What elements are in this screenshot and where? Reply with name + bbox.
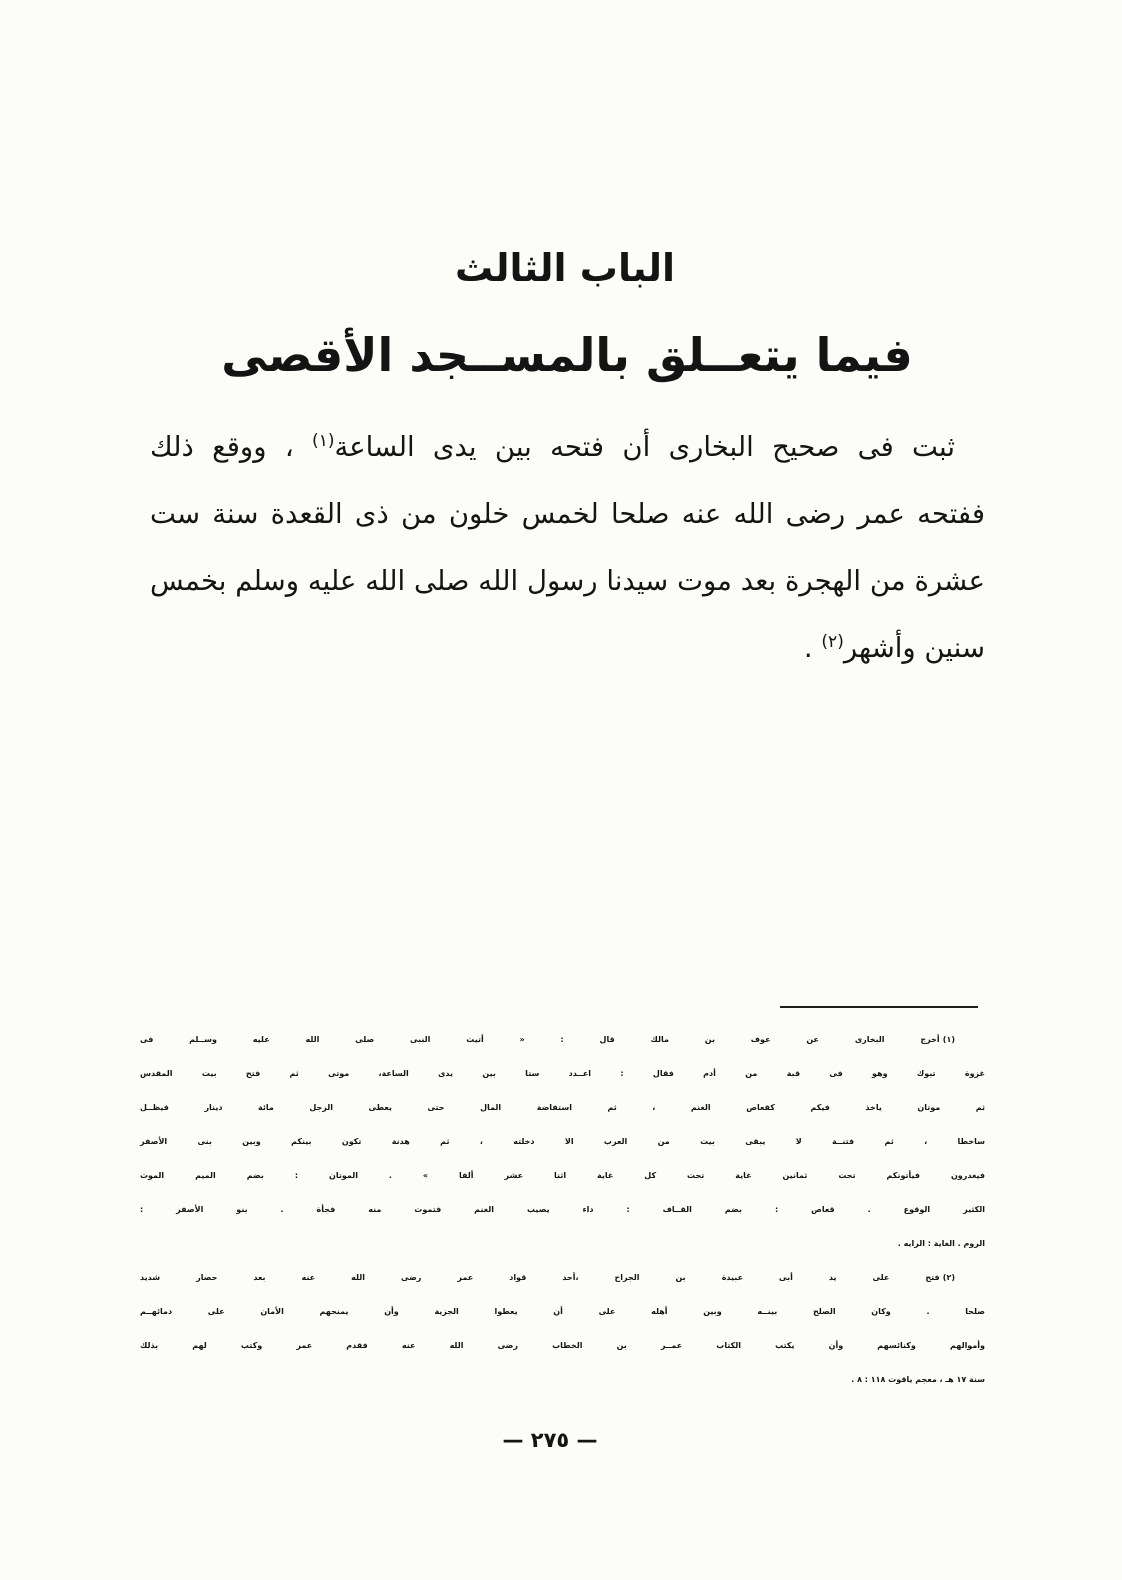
footnote-text: غزوة تبوك وهو فى قبة من أدم فقال : اعــدد ستا بين يدى الساعة، موتى ثم فتح بيت المقدس bbox=[140, 1069, 985, 1078]
body-text: ثبت فى صحيح البخارى أن فتحه بين يدى الساعة bbox=[334, 431, 956, 463]
body-line bbox=[150, 615, 985, 682]
body-text: ففتحه عمر رضى الله عنه صلحا لخمس خلون من ذى القعدة سنة ست bbox=[150, 498, 985, 530]
footnote-line bbox=[140, 1227, 985, 1261]
footnote-marker: (١) bbox=[942, 1035, 955, 1044]
footnote-line bbox=[140, 1125, 985, 1159]
footnote-marker: (٢) bbox=[942, 1273, 955, 1282]
footnote-line bbox=[140, 1363, 985, 1397]
footnote-text: الكثير الوقوع . قعاص : بضم القــاف : داء يصيب الغنم فتموت منه فجأة . بنو الأصفر : bbox=[140, 1205, 985, 1214]
footnote-text: فيغدرون فيأتونكم تحت ثمانين غاية تحت كل غاية اثنا عشر ألفا » . الموتان : بضم الميم الموت bbox=[140, 1171, 985, 1180]
body-line-content bbox=[150, 431, 955, 463]
body-line bbox=[150, 481, 985, 548]
footnote-reference: (١) bbox=[312, 430, 335, 451]
body-line-content bbox=[804, 632, 985, 664]
body-text: . bbox=[803, 632, 822, 664]
footnote-line bbox=[140, 1023, 985, 1057]
footnote-line bbox=[140, 1193, 985, 1227]
footnote-text: ساخطا ، ثم فتنــة لا يبقى بيت من العرب الا دخلته ، ثم هدنة تكون بينكم وبين بنى الأصفر bbox=[140, 1137, 985, 1146]
footnote-line bbox=[140, 1091, 985, 1125]
body-text: ، ووقع ذلك bbox=[150, 431, 313, 463]
footnote-text: سنة ١٧ هـ ، معجم ياقوت ١١٨ : ٨ . bbox=[851, 1375, 985, 1384]
footnote-text: أخرج البخارى عن عوف بن مالك قال : « أتيت النبى صلى الله عليه وســلم فى bbox=[140, 1035, 940, 1044]
footnote-line bbox=[140, 1295, 985, 1329]
footnote-line-content bbox=[140, 1273, 955, 1282]
footnote-text: ثم موتان ياخذ فيكم كقعاص الغنم ، ثم استفاضة المال حتى يعطى الرجل مائة دينار فيظــل bbox=[140, 1103, 985, 1112]
footnote-line bbox=[140, 1057, 985, 1091]
body-line bbox=[150, 414, 985, 481]
footnote-text: صلحا . وكان الصلح بينــه وبين أهله على أن يعطوا الجزية وأن يمنحهم الأمان على دمائهــم bbox=[140, 1307, 985, 1316]
main-text bbox=[150, 414, 985, 682]
footnote-separator bbox=[780, 1006, 978, 1008]
footnote-line bbox=[140, 1159, 985, 1193]
chapter-subtitle: فيما يتعــلق بالمســجد الأقصى bbox=[221, 328, 913, 382]
body-text: عشرة من الهجرة بعد موت سيدنا رسول الله صلى الله عليه وسلم بخمس bbox=[150, 565, 985, 597]
body-line bbox=[150, 548, 985, 615]
footnote-line bbox=[140, 1329, 985, 1363]
footnote-reference: (٢) bbox=[821, 631, 844, 652]
footnotes bbox=[140, 1023, 985, 1397]
page-number: — ٢٧٥ — bbox=[502, 1428, 598, 1452]
footnote-text: فتح على يد أبى عبيدة بن الجراح ،أحد قواد عمر رضى الله عنه بعد حصار شديد bbox=[140, 1273, 940, 1282]
footnote-line bbox=[140, 1261, 985, 1295]
footnote-text: وأموالهم وكنائسهم وأن يكتب الكتاب عمــر بن الخطاب رضى الله عنه فقدم عمر وكتب لهم بذلك bbox=[140, 1341, 985, 1350]
body-text: سنين وأشهر bbox=[843, 632, 985, 664]
footnote-text: الروم . الغاية : الرايه . bbox=[897, 1239, 985, 1248]
chapter-title: الباب الثالث bbox=[454, 246, 676, 290]
footnote-line-content bbox=[140, 1035, 955, 1044]
